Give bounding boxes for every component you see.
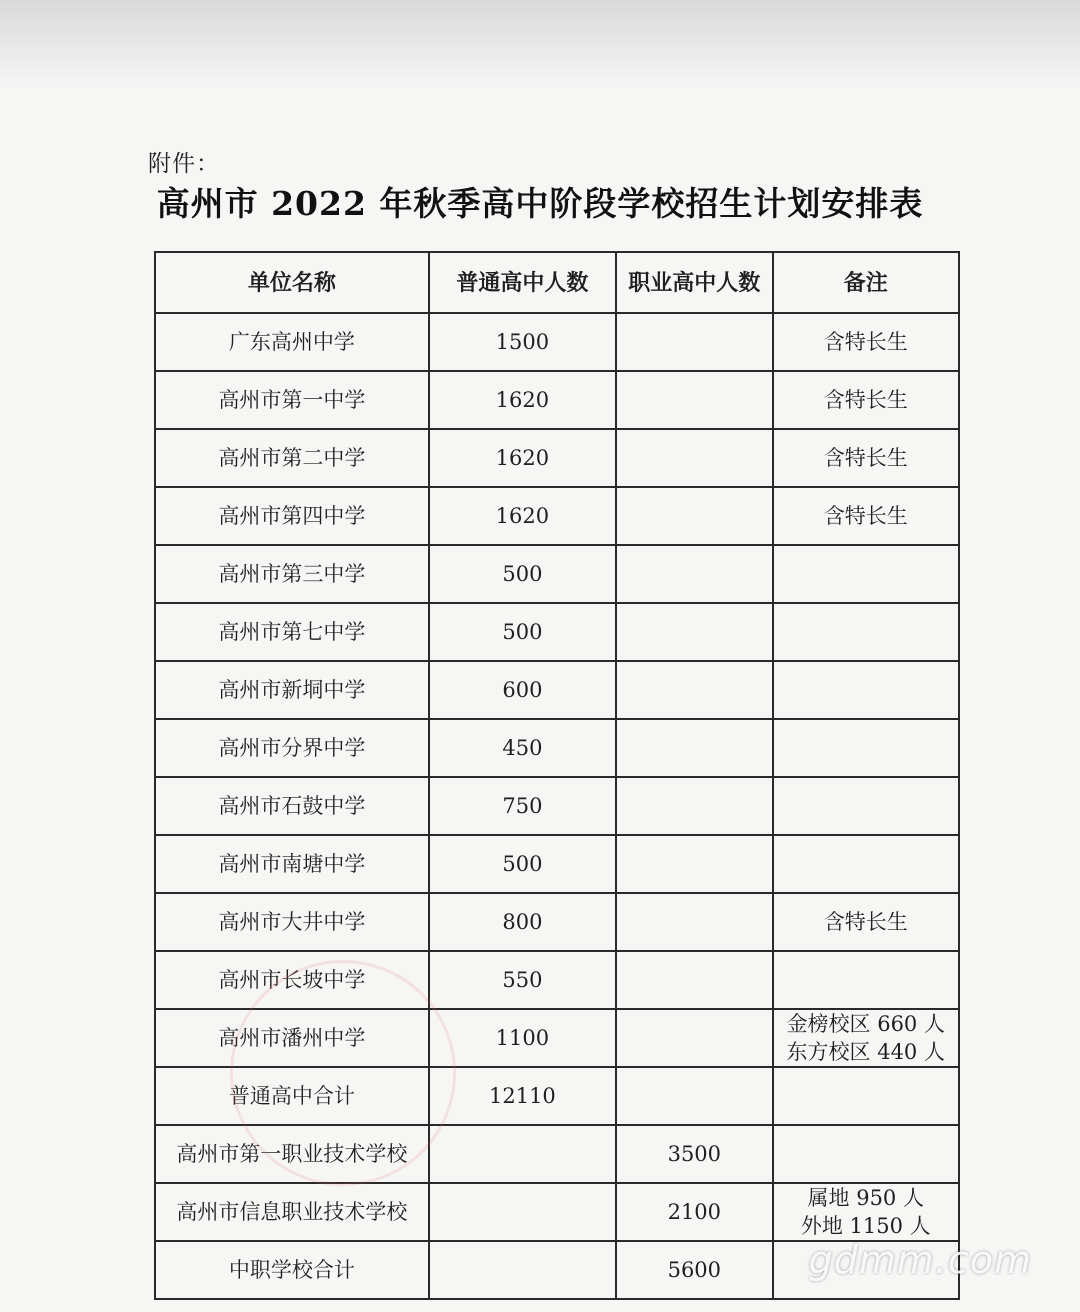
general-count-cell: 750 (429, 777, 616, 835)
unit-name-cell: 普通高中合计 (155, 1067, 429, 1125)
unit-name-cell: 广东高州中学 (155, 313, 429, 371)
unit-name-cell: 高州市长坡中学 (155, 951, 429, 1009)
table-row (155, 661, 959, 719)
table-row (155, 719, 959, 777)
vocational-count-cell (616, 429, 772, 487)
unit-name-cell: 高州市潘州中学 (155, 1009, 429, 1067)
remarks-cell (773, 835, 960, 893)
unit-name-cell: 高州市第三中学 (155, 545, 429, 603)
general-count-cell: 1620 (429, 487, 616, 545)
general-count-cell (429, 1241, 616, 1299)
general-count-cell: 1620 (429, 371, 616, 429)
table-header (155, 252, 959, 313)
remarks-cell (773, 719, 960, 777)
table-row (155, 313, 959, 371)
unit-name-cell: 高州市第一中学 (155, 371, 429, 429)
table-row (155, 1183, 959, 1241)
unit-name-cell: 高州市南塘中学 (155, 835, 429, 893)
remarks-cell (773, 545, 960, 603)
table-row (155, 371, 959, 429)
unit-name-cell: 高州市第七中学 (155, 603, 429, 661)
table-row (155, 487, 959, 545)
remarks-cell (773, 951, 960, 1009)
header-unit-name: 单位名称 (155, 252, 429, 313)
unit-name-cell: 中职学校合计 (155, 1241, 429, 1299)
general-count-cell (429, 1125, 616, 1183)
header-general-high-school-count: 普通高中人数 (429, 252, 616, 313)
general-count-cell: 500 (429, 603, 616, 661)
remarks-cell (773, 1125, 960, 1183)
vocational-count-cell (616, 603, 772, 661)
general-count-cell (429, 1183, 616, 1241)
vocational-count-cell (616, 777, 772, 835)
vocational-count-cell (616, 371, 772, 429)
vocational-count-cell (616, 951, 772, 1009)
table-row (155, 835, 959, 893)
general-count-cell: 12110 (429, 1067, 616, 1125)
vocational-count-cell (616, 661, 772, 719)
remarks-cell (773, 603, 960, 661)
table-row (155, 893, 959, 951)
general-count-cell: 450 (429, 719, 616, 777)
remarks-cell: 含特长生 (773, 371, 960, 429)
unit-name-cell: 高州市分界中学 (155, 719, 429, 777)
header-remarks: 备注 (773, 252, 960, 313)
general-count-cell: 550 (429, 951, 616, 1009)
remarks-cell: 含特长生 (773, 313, 960, 371)
unit-name-cell: 高州市第四中学 (155, 487, 429, 545)
general-count-cell: 1620 (429, 429, 616, 487)
general-count-cell: 500 (429, 545, 616, 603)
remarks-cell (773, 777, 960, 835)
general-count-cell: 600 (429, 661, 616, 719)
remarks-cell: 含特长生 (773, 429, 960, 487)
vocational-count-cell (616, 719, 772, 777)
table-row (155, 429, 959, 487)
remarks-cell: 含特长生 (773, 893, 960, 951)
general-count-cell: 1500 (429, 313, 616, 371)
faint-stamp (230, 960, 456, 1186)
vocational-count-cell: 2100 (616, 1183, 772, 1241)
unit-name-cell: 高州市石鼓中学 (155, 777, 429, 835)
vocational-count-cell (616, 1009, 772, 1067)
table-header-row (155, 252, 959, 313)
document-title: 高州市 2022 年秋季高中阶段学校招生计划安排表 (156, 184, 924, 223)
vocational-count-cell (616, 1067, 772, 1125)
vocational-count-cell (616, 487, 772, 545)
unit-name-cell: 高州市第二中学 (155, 429, 429, 487)
general-count-cell: 800 (429, 893, 616, 951)
table-row (155, 777, 959, 835)
remarks-cell (773, 661, 960, 719)
unit-name-cell: 高州市新垌中学 (155, 661, 429, 719)
unit-name-cell: 高州市大井中学 (155, 893, 429, 951)
header-vocational-high-school-count: 职业高中人数 (616, 252, 772, 313)
unit-name-cell: 高州市信息职业技术学校 (155, 1183, 429, 1241)
vocational-count-cell: 5600 (616, 1241, 772, 1299)
unit-name-cell: 高州市第一职业技术学校 (155, 1125, 429, 1183)
general-count-cell: 500 (429, 835, 616, 893)
vocational-count-cell (616, 313, 772, 371)
watermark-text: gdmm.com (808, 1238, 1032, 1282)
remarks-cell: 含特长生 (773, 487, 960, 545)
remarks-cell: 金榜校区 660 人 东方校区 440 人 (773, 1009, 960, 1067)
table-row (155, 603, 959, 661)
attachment-label: 附件： (148, 151, 220, 177)
vocational-count-cell (616, 835, 772, 893)
vocational-count-cell (616, 545, 772, 603)
table-row (155, 545, 959, 603)
vocational-count-cell: 3500 (616, 1125, 772, 1183)
general-count-cell: 1100 (429, 1009, 616, 1067)
vocational-count-cell (616, 893, 772, 951)
remarks-cell (773, 1067, 960, 1125)
remarks-cell: 属地 950 人 外地 1150 人 (773, 1183, 960, 1241)
